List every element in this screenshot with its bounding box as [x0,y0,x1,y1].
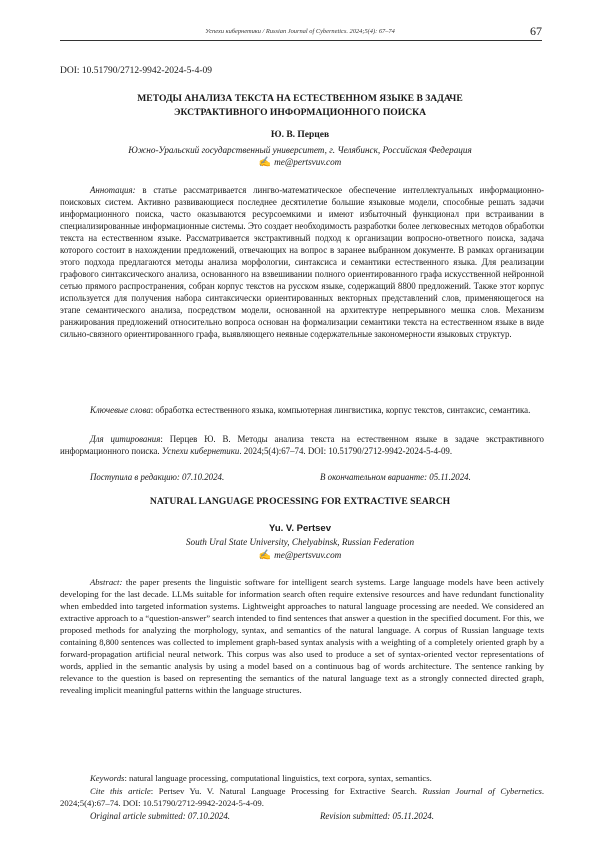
ru-final: В окончательном варианте: 05.11.2024. [320,472,471,482]
en-title: NATURAL LANGUAGE PROCESSING FOR EXTRACTIVE SEARCH [149,496,451,507]
en-cite-journal: Russian Journal of Cybernetics [422,786,542,796]
en-abstract-label: Abstract: [90,577,123,587]
ru-citation [60,433,544,457]
running-head: Успехи кибернетики / Russian Journal of Cybernetics. 2024;5(4): 67–74 [205,28,395,35]
en-author: Yu. V. Pertsev [269,523,331,534]
en-cite-label: Cite this article [90,786,151,796]
en-keywords [60,772,544,784]
en-cite-tail: . 2024;5(4):67–74. DOI: 10.51790/2712-9942-2024-5-4-09. [60,786,545,808]
en-email-line [60,550,540,561]
ru-cite-text: : Перцев Ю. В. Методы анализа текста на естественном языке в задаче экстрактивного информационного поиска. [60,434,544,456]
ru-cite-tail: . 2024;5(4):67–74. DOI: 10.51790/2712-9942-2024-5-4-09. [239,446,453,456]
en-abstract-text: the paper presents the linguistic software for intelligent search systems. Large language models have been actively developing for the last decade. LLMs suitable for information search often require extensive resources and have redundant functionality when embedded into targeted information systems. Lightweight approaches to natural language processing are needed. We considered an extractive approach to a “question-answer” search intended to find sentences that answer a question in the specified document. For this, we proposed methods for analyzing the morphology, syntax, and semantics of the natural language. A corpus of Russian language texts containing 8,800 sentences was collected to implement graph-based syntax analysis with a weighting of a completely oriented graph by a forward-propagation artificial neural network. This corpus was also used to produce a set of syntax-oriented vector representations of words, applied in the semantic analysis by using a model based on a continuous bag of words architecture. The sentence ranking by relevance to the question is based on representing the semantics of the natural language text as a strongly connected directed graph, revealing implicit meaningful patterns within the language structures. [60,577,545,695]
ru-received: Поступила в редакцию: 07.10.2024. [90,472,225,482]
en-keywords-label: Keywords [90,773,125,783]
ru-affiliation: Южно-Уральский государственный университет, г. Челябинск, Российская Федерация [128,145,472,155]
ru-email-line [60,157,540,168]
en-abstract [60,576,544,696]
en-email: me@pertsvuv.com [274,550,342,560]
ru-cite-label: Для цитирования [90,434,161,444]
ru-title [60,92,540,119]
en-affiliation: South Ural State University, Chelyabinsk, Russian Federation [185,537,415,547]
ru-dates [90,472,530,482]
en-cite-text: : Pertsev Yu. V. Natural Language Processing for Extractive Search. [150,786,423,796]
ru-keywords-text: : обработка естественного языка, компьютерная лингвистика, корпус текстов, синтаксис, семантика. [150,405,531,415]
ru-title-line-2: ЭКСТРАКТИВНОГО ИНФОРМАЦИОННОГО ПОИСКА [173,106,427,118]
ru-abstract [60,184,544,340]
page-number: 67 [530,24,542,38]
en-received: Original article submitted: 07.10.2024. [90,811,231,821]
ru-keywords [60,404,544,416]
pen-hand-icon-en: ✍ [258,550,272,561]
header-rule [60,40,542,41]
ru-abstract-label: Аннотация: [90,185,136,195]
ru-email: me@pertsvuv.com [274,157,342,167]
ru-abstract-text: в статье рассматривается лингво-математическое обеспечение интеллектуальных информационно-поисковых систем. Активно развивающиеся последнее десятилетие большие языковые модели, способные решать задачи информационного поиска, часто оказываются ресурсоемкими и имеют избыточный функционал при встраивании в специализированные информационные системы. Это создает необходимость разработки более легковесных методов обработки текста на естественном языке. Рассматривается экстрактивный подход к организации вопросно-ответного поиска, задача которого состоит в нахождении предложений, отвечающих на вопрос в заранее выбранном документе. В рамках организации этого подхода предлагаются методы анализа морфологии, синтаксиса и семантики естественного языка. Для реализации графового синтаксического анализа, основанного на взвешивании полного ориентированного графа искусственной нейронной сетью прямого распространения, собран корпус текстов на русском языке, содержащий 8800 предложений. Также этот корпус используется для получения набора синтаксически ориентированных векторных представлений слов, применяющегося на этапе семантического анализа, посредством модели, основанной на архитектуре непрерывного мешка слов. Механизм ранжирования предложений относительно вопроса основан на формализации семантики текста на естественном языке в виде сильно-связного ориентированного графа, выявляющего неявные содержательные закономерности языковых структур. [60,185,544,339]
en-keywords-text: : natural language processing, computational linguistics, text corpora, syntax, semantics. [124,773,432,783]
doi-line: DOI: 10.51790/2712-9942-2024-5-4-09 [60,66,212,76]
ru-title-line-1: МЕТОДЫ АНАЛИЗА ТЕКСТА НА ЕСТЕСТВЕННОМ ЯЗЫКЕ В ЗАДАЧЕ [137,93,463,104]
ru-cite-journal: Успехи кибернетики [161,446,240,456]
en-citation [60,785,544,809]
en-final: Revision submitted: 05.11.2024. [320,811,434,821]
pen-hand-icon: ✍ [258,157,272,168]
en-dates [90,811,530,821]
ru-author: Ю. В. Перцев [270,130,330,140]
ru-keywords-label: Ключевые слова [90,405,151,415]
